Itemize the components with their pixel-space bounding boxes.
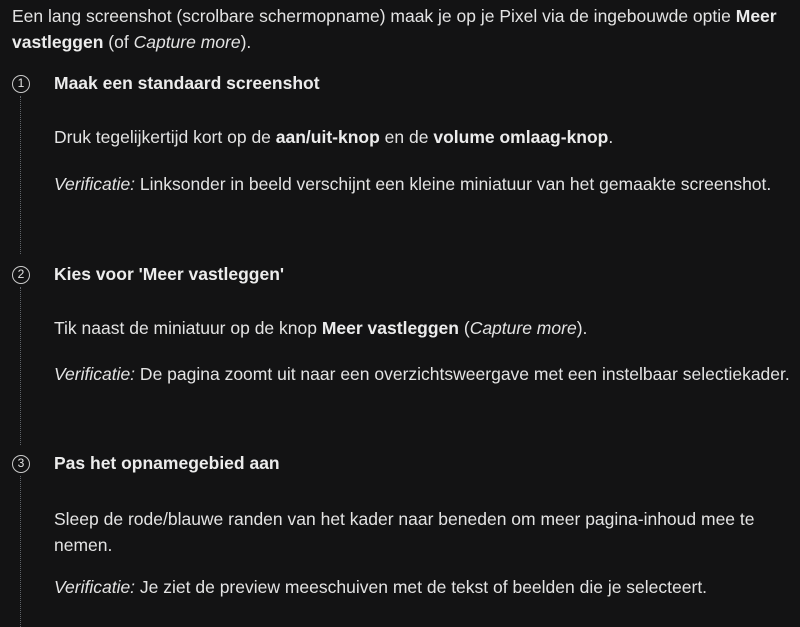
step-verification — [54, 574, 794, 600]
instruction-text: en de — [379, 127, 434, 147]
instruction-bold: volume omlaag-knop — [433, 127, 609, 147]
step-connector-line — [20, 476, 21, 627]
intro-bold-option: Meer vastleggen — [12, 6, 777, 52]
intro-paragraph — [12, 3, 792, 55]
verification-label: Verificatie: — [54, 174, 136, 194]
step-instruction — [54, 124, 794, 150]
step-title: Kies voor 'Meer vastleggen' — [54, 264, 285, 284]
step-number-badge: 3 — [12, 455, 30, 473]
step-instruction — [54, 506, 794, 558]
instruction-text: ). — [576, 318, 588, 338]
step-verification — [54, 171, 794, 197]
instruction-text: ( — [458, 318, 470, 338]
verification-label: Verificatie: — [54, 577, 136, 597]
verification-label: Verificatie: — [54, 364, 136, 384]
instruction-text: . — [608, 127, 614, 147]
instruction-text: Druk tegelijkertijd kort op de — [54, 127, 276, 147]
step-connector-line — [20, 287, 21, 445]
instruction-italic: Capture more — [469, 318, 577, 338]
instruction-bold: aan/uit-knop — [275, 127, 380, 147]
instruction-text: Tik naast de miniatuur op de knop — [54, 318, 322, 338]
intro-text: (of — [103, 32, 134, 52]
step-title: Pas het opnamegebied aan — [54, 453, 280, 473]
step-number-badge: 2 — [12, 266, 30, 284]
step-number-badge: 1 — [12, 75, 30, 93]
step-verification — [54, 361, 794, 387]
verification-text: Linksonder in beeld verschijnt een kleine miniatuur van het gemaakte screenshot. — [135, 174, 772, 194]
step-title: Maak een standaard screenshot — [54, 73, 320, 93]
instruction-text: Sleep de rode/blauwe randen van het kader naar beneden om meer pagina-inhoud mee te nemen. — [54, 509, 755, 555]
intro-italic-option: Capture more — [133, 32, 241, 52]
verification-text: Je ziet de preview meeschuiven met de tekst of beelden die je selecteert. — [135, 577, 708, 597]
verification-text: De pagina zoomt uit naar een overzichtsweergave met een instelbaar selectiekader. — [135, 364, 790, 384]
intro-text: Een lang screenshot (scrolbare schermopname) maak je op je Pixel via de ingebouwde optie — [12, 6, 736, 26]
step-connector-line — [20, 96, 21, 254]
instruction-bold: Meer vastleggen — [321, 318, 459, 338]
step-instruction — [54, 315, 794, 341]
intro-text: ). — [240, 32, 252, 52]
